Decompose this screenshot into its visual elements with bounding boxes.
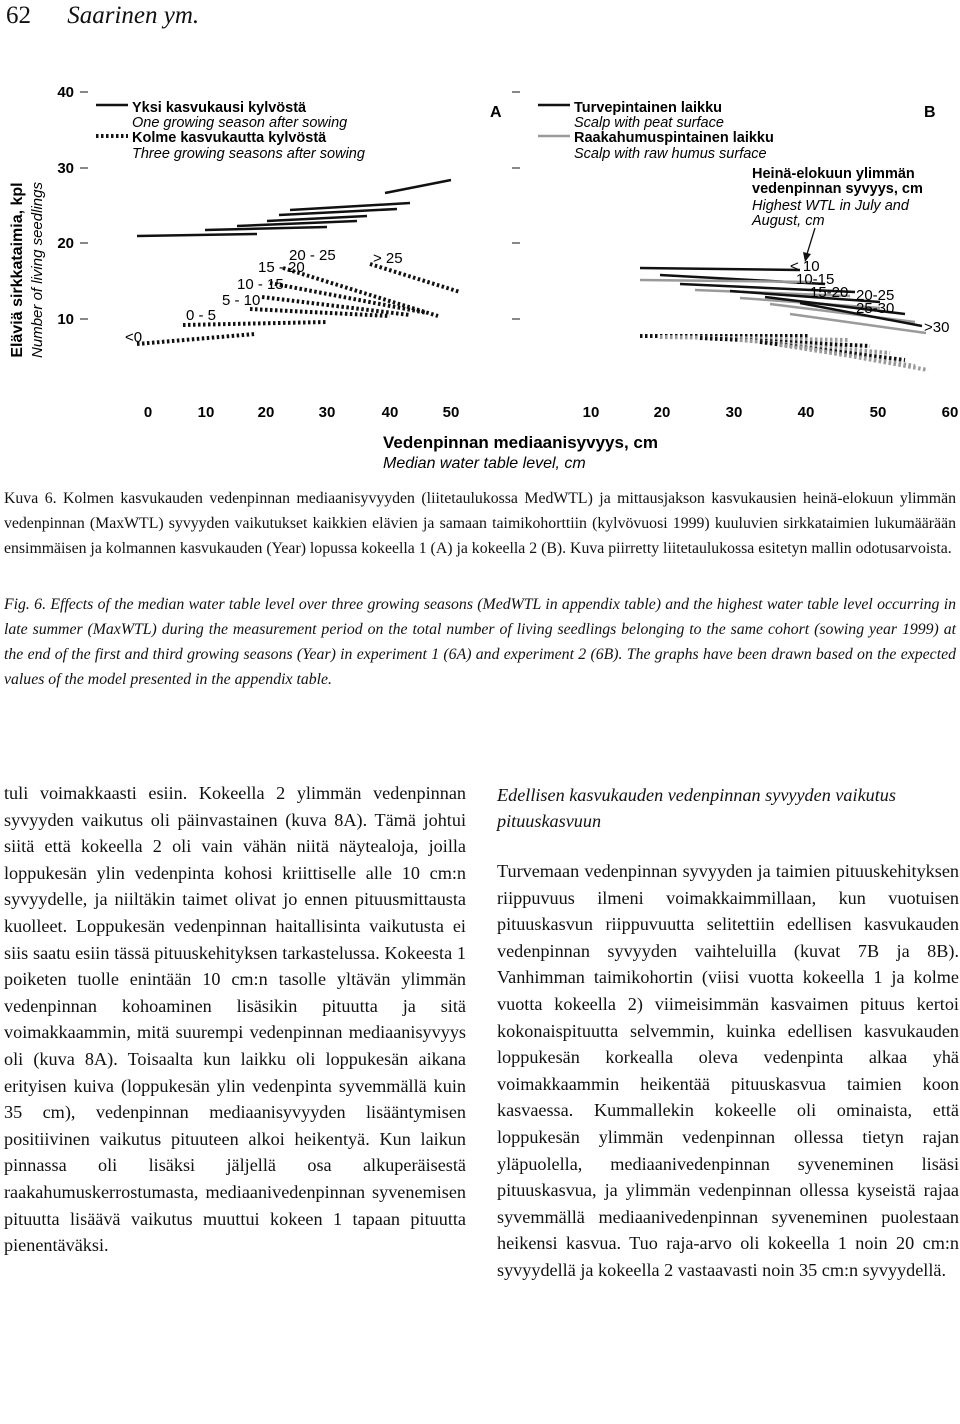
panel-a-letter: A xyxy=(490,104,502,121)
figure-6-chart xyxy=(0,70,960,480)
x-tick-label-b: 30 xyxy=(725,404,743,421)
group-label-b: 15-20 xyxy=(810,284,849,301)
x-axis-ticks xyxy=(144,404,959,421)
x-tick-label-a: 0 xyxy=(143,404,153,421)
y-tick-label: 20 xyxy=(57,235,74,252)
group-label-b: < 10 xyxy=(790,258,820,275)
x-tick-label-b: 40 xyxy=(797,404,815,421)
figure-caption-en: Fig. 6. Effects of the median water table level over three growing seasons (MedWTL in appendix table) and the highest water table level occurring in late summer (MaxWTL) during the measurement period on the total number of living seedlings belonging to the same cohort (sowing year 1999) at the end of the first and third growing seasons (Year) in experiment 1 (6A) and experiment 2 (6B). The graphs have been drawn based on the expected values of the model presented in the appendix table. xyxy=(4,596,956,688)
panel-b-letter: B xyxy=(924,104,936,121)
group-label-b: 10-15 xyxy=(796,271,835,288)
line-a-solid-lt0 xyxy=(137,234,257,236)
right-column-paragraph: Turvemaan vedenpinnan syvyyden ja taimien pituuskehityksen riippuvuus ilmeni voimakkaimmillaan, kun vuotuisen pituuskasvun riippuvuutta selitettiin edellisen kasvukauden vedenpinnan syvyyden vaihteluilla (kuvat 7B ja 8B). Vanhimman taimikohortin (viisi vuotta kokeella 1 ja kolme vuotta kokeella 2) viimeisimmän kasvaimen pituus kertoi kokonaispituutta selvemmin, kuinka edellisen kasvukauden loppukesän korkealla oleva vedenpinta alkaa yhä voimakkaammin heikentää pituuskasvua taimien koon kasvaessa. Kummallekin kokeelle oli ominaista, että loppukesän ylimmän vedenpinnan ollessa tietyn rajan yläpuolella, mediaanivedenpinnan syveneminen lisäsi pituuskasvua, ja ylimmän vedenpinnan ollessa kyseistä rajaa syvemmällä mediaanivedenpinnan syveneminen puolestaan heikensi kasvua. Tuo raja-arvo oli kokeella 1 noin 20 cm:n syvyydellä ja kokeella 2 vastaavasti noin 35 cm:n syvyydellä. xyxy=(497,861,959,1280)
line-a-solid-5-10 xyxy=(237,221,357,226)
y-axis-ticks xyxy=(57,84,74,328)
x-tick-label-a: 40 xyxy=(381,404,399,421)
y-tick-label: 10 xyxy=(57,311,74,328)
x-tick-label-b: 20 xyxy=(653,404,671,421)
line-b-peat-lt10 xyxy=(640,268,800,270)
line-a-dotted-5-10 xyxy=(250,309,390,316)
y-axis-label-fi: Eläviä sirkkataimia, kpl xyxy=(9,182,26,358)
group-label-a: 10 - 15 xyxy=(237,276,284,293)
panel-a-solid-lines xyxy=(137,180,451,236)
figure-6 xyxy=(0,70,960,485)
panel-a-dotted-lines xyxy=(137,264,460,344)
page-header xyxy=(6,2,199,30)
group-label-b: 25-30 xyxy=(856,300,895,317)
line-b-humus-10-15 xyxy=(640,280,812,282)
group-label-a: 5 - 10 xyxy=(222,292,261,309)
running-head-author: Saarinen ym. xyxy=(67,2,200,29)
group-label-a: 0 - 5 xyxy=(186,307,217,324)
legend-a-dotted-en: Three growing seasons after sowing xyxy=(132,146,365,162)
y-tick-label: 30 xyxy=(57,160,74,177)
annotation-fi-1: Heinä-elokuun ylimmän xyxy=(752,166,915,182)
line-a-dotted-lt0 xyxy=(137,334,255,344)
x-tick-label-b: 10 xyxy=(582,404,600,421)
figure-caption-fi: Kuva 6. Kolmen kasvukauden vedenpinnan mediaanisyvyyden (liitetaulukossa MedWTL) ja mittausjakson kasvukausien heinä-elokuun ylimmän vedenpinnan (MaxWTL) syvyyden vaikutukset kaikkien elävien ja samaan taimikohorttiin (kylvövuosi 1999) kuuluvien sirkkataimien lukumäärään ensimmäisen ja kolmannen kasvukauden (Year) lopussa kokeella 1 (A) ja kokeella 2 (B). Kuva piirretty liitetaulukossa esitetyn mallin odotusarvoista. xyxy=(4,490,956,557)
legend-a-solid-en: One growing season after sowing xyxy=(132,115,348,131)
x-tick-label-b: 60 xyxy=(941,404,959,421)
annotation-fi-2: vedenpinnan syvyys, cm xyxy=(752,181,923,197)
line-a-dotted-gt25 xyxy=(370,264,460,292)
group-label-a: 20 - 25 xyxy=(289,247,336,264)
x-tick-label-a: 30 xyxy=(318,404,336,421)
annotation-arrow-line xyxy=(807,228,815,254)
legend-b-humus-en: Scalp with raw humus surface xyxy=(574,146,767,162)
x-tick-label-b: 50 xyxy=(869,404,887,421)
x-tick-label-a: 50 xyxy=(442,404,460,421)
group-label-a: 15 - 20 xyxy=(258,259,305,276)
line-b-dotted-7 xyxy=(800,347,928,370)
x-tick-label-a: 10 xyxy=(197,404,215,421)
panel-b-annotation xyxy=(751,166,923,229)
x-axis-label-en: Median water table level, cm xyxy=(383,455,586,472)
legend-a-solid-fi: Yksi kasvukausi kylvöstä xyxy=(132,100,307,116)
annotation-en-2: August, cm xyxy=(752,213,825,229)
left-column xyxy=(4,780,466,1259)
y-axis-label-en: Number of living seedlings xyxy=(29,182,46,358)
legend-b-peat-fi: Turvepintainen laikku xyxy=(574,100,722,116)
x-tick-label-a: 20 xyxy=(257,404,275,421)
group-label-b: 20-25 xyxy=(856,287,895,304)
right-column xyxy=(497,782,959,1284)
legend-b-peat-en: Scalp with peat surface xyxy=(574,115,724,131)
group-label-b: >30 xyxy=(924,319,950,336)
line-a-solid-gt25 xyxy=(385,180,451,193)
left-column-paragraph: tuli voimakkaasti esiin. Kokeella 2 ylimmän vedenpinnan syvyyden vaikutus oli päinvastainen (kuva 8A). Tämä johtui siitä että kokeella 2 oli vain vähän niitä näytealoja, joilla loppukesän ylin vedenpinta kohosi kriittiselle alle 10 cm:n syvyydelle, ja niiltäkin taimet olivat jo ennen pituusmittausta kuolleet. Loppukesän vedenpinnan haitallisinta vaikutusta ei siis saatu esiin tässä pituuskehityksen tarkastelussa. Kokeesta 1 poiketen tuolle enintään 10 cm:n tasolle yltävän ylimmän vedenpinnan kohoaminen lisäsikin pituutta ja sitä voimakkaammin, mitä suurempi vedenpinnan mediaanisyvyys oli (kuva 8A). Toisaalta kun laikku oli loppukesän aikana erityisen kuiva (loppukesän ylin vedenpinta syvemmällä kuin 35 cm), vedenpinnan mediaanisyvyyden lisääntymisen positiivinen vaikutus pituuteen alkoi heikentyä. Kun laikun pinnassa oli lisäksi jäljellä osa alkuperäisestä raakahumuskerrostumasta, mediaanivedenpinnan syvenemisen pituutta lisäävä vaikutus muuttui kokeen 1 tapaan pituutta pienentäväksi. xyxy=(4,783,466,1256)
group-label-a: > 25 xyxy=(373,250,403,267)
panel-b-dotted-lines xyxy=(640,336,928,370)
x-axis-label-fi: Vedenpinnan mediaanisyvyys, cm xyxy=(383,433,658,452)
y-tick-label: 40 xyxy=(57,84,74,101)
page-number: 62 xyxy=(6,2,31,29)
group-label-a: <0 xyxy=(125,329,143,346)
section-heading: Edellisen kasvukauden vedenpinnan syvyyden vaikutus pituuskasvuun xyxy=(497,785,896,831)
annotation-en-1: Highest WTL in July and xyxy=(752,198,909,214)
line-a-solid-0-5 xyxy=(205,227,327,230)
legend-a-dotted-fi: Kolme kasvukautta kylvöstä xyxy=(132,130,327,146)
legend-b-humus-fi: Raakahumuspintainen laikku xyxy=(574,130,774,146)
